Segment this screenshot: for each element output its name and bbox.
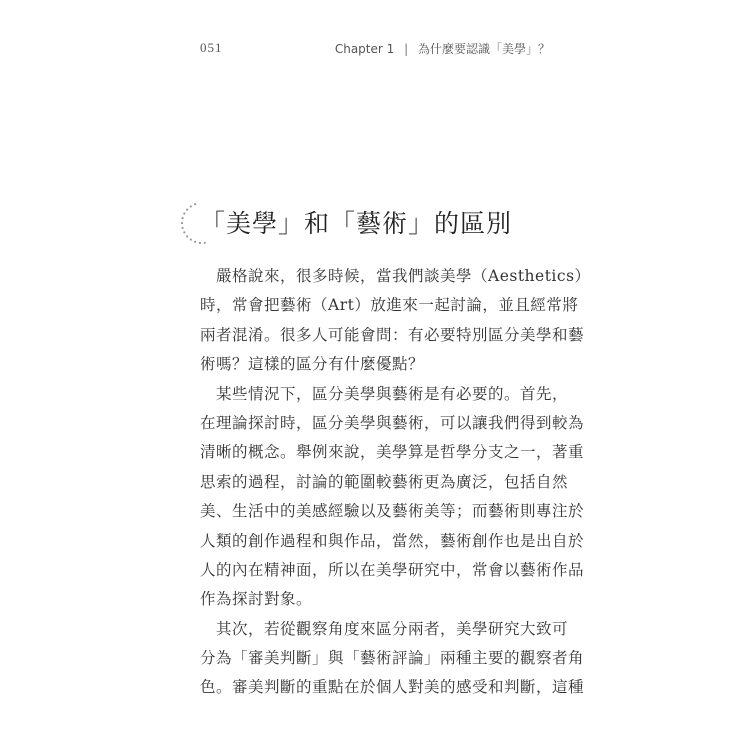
- text-line: 人的內在精神面，所以在美學研究中，常會以藝術作品: [200, 560, 585, 579]
- text-line: 嚴格說來，很多時候，當我們談美學（Aesthetics）: [200, 267, 591, 285]
- text-line: 分為「審美判斷」與「藝術評論」兩種主要的觀察者角: [200, 649, 585, 668]
- text-line: 色。審美判斷的重點在於個人對美的感受和判斷，這種: [200, 678, 585, 697]
- header-separator: |: [404, 42, 409, 56]
- text-line: 美、生活中的美感經驗以及藝術美等；而藝術則專注於: [200, 502, 585, 521]
- text-line: 時，常會把藝術（Art）放進來一起討論，並且經常將: [200, 296, 579, 315]
- chapter-label: Chapter 1: [334, 42, 395, 56]
- text-line: 某些情況下，區分美學與藝術是有必要的。首先，: [200, 384, 569, 403]
- text-line: 術嗎？這樣的區分有什麼優點？: [200, 355, 425, 374]
- chapter-heading: [335, 40, 550, 57]
- text-line: 清晰的概念。舉例來說，美學算是哲學分支之一，著重: [200, 443, 585, 462]
- text-line: 思索的過程，討論的範圍較藝術更為廣泛，包括自然: [200, 472, 569, 491]
- text-line: 在理論探討時，區分美學與藝術，可以讓我們得到較為: [200, 413, 585, 432]
- running-header: [200, 40, 550, 64]
- section-title: 「美學」和「藝術」的區別: [200, 209, 513, 238]
- text-line: 人類的創作過程和與作品，當然，藝術創作也是出自於: [200, 531, 585, 550]
- chapter-title: 為什麼要認識「美學」？: [417, 42, 550, 56]
- text-line: 其次，若從觀察角度來區分兩者，美學研究大致可: [200, 619, 569, 638]
- text-line: 兩者混淆。很多人可能會問：有必要特別區分美學和藝: [200, 325, 585, 344]
- page-number: 051: [200, 40, 223, 55]
- body-text: [200, 262, 591, 703]
- text-line: 作為探討對象。: [200, 590, 313, 609]
